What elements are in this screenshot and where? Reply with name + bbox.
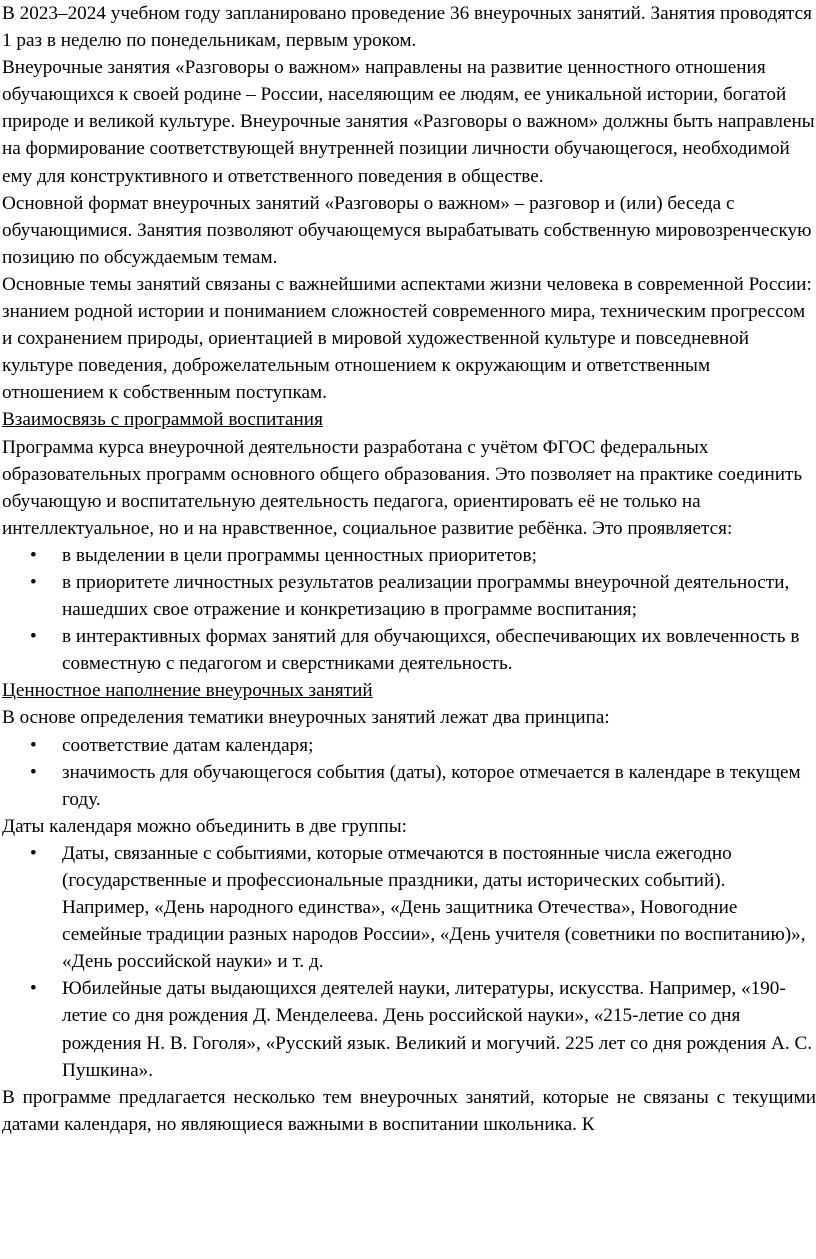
paragraph-program-intro: Программа курса внеурочной деятельности разработана с учётом ФГОС федеральных образовательных программ основного общего образования. Это позволяет на практике соединить обучающую и воспитательную деятельность педагога, ориентировать её не только на интеллектуальное, но и на нравственное, социальное развитие ребёнка. Это проявляется:: [2, 436, 803, 539]
paragraph-aims: Внеурочные занятия «Разговоры о важном» направлены на развитие ценностного отношения обучающихся к своей родине – России, населяющим ее людям, ее уникальной истории, богатой природе и великой культуре. Внеурочные занятия «Разговоры о важном» должны быть направлены на формирование соответствующей внутренней позиции личности обучающегося, необходимой ему для конструктивного и ответственного поведения в обществе.: [2, 57, 815, 187]
bullet-icon: •: [30, 571, 37, 593]
paragraph-principles-intro: В основе определения тематики внеурочных занятий лежат два принципа:: [2, 707, 610, 729]
list-item: [2, 569, 816, 623]
list-item-text: в интерактивных формах занятий для обучающихся, обеспечивающих их вовлеченность в совместную с педагогом и сверстниками деятельность.: [62, 626, 800, 675]
list-item: [2, 732, 816, 759]
paragraph-format: Основной формат внеурочных занятий «Разговоры о важном» – разговор и (или) беседа с обучающимися. Занятия позволяют обучающемуся вырабатывать собственную мировозренческую позицию по обсуждаемым темам.: [2, 192, 812, 268]
bullet-list-date-groups: [2, 840, 816, 1084]
list-item: [2, 623, 816, 677]
bullet-list-principles: [2, 732, 816, 813]
paragraph-groups-intro: Даты календаря можно объединить в две группы:: [2, 815, 407, 837]
bullet-icon: •: [30, 734, 37, 756]
list-item-text: в приоритете личностных результатов реализации программы внеурочной деятельности, нашедших свое отражение и конкретизацию в программе воспитания;: [62, 571, 790, 621]
bullet-icon: •: [30, 761, 37, 783]
section-heading-values: Ценностное наполнение внеурочных занятий: [2, 680, 373, 702]
bullet-icon: •: [30, 544, 37, 566]
bullet-icon: •: [30, 978, 37, 1000]
list-item-text: соответствие датам календаря;: [62, 734, 314, 756]
section-heading-upbringing: Взаимосвязь с программой воспитания: [2, 409, 323, 431]
list-item-text: в выделении в цели программы ценностных приоритетов;: [62, 544, 537, 566]
bullet-list-manifestations: [2, 542, 816, 677]
list-item: [2, 975, 816, 1083]
list-item: [2, 542, 816, 569]
list-item: [2, 759, 816, 813]
paragraph-closing: В программе предлагается несколько тем внеурочных занятий, которые не связаны с текущими датами календаря, но являющиеся важными в воспитании школьника. К: [2, 1086, 816, 1135]
bullet-icon: •: [30, 626, 37, 648]
paragraph-topics: Основные темы занятий связаны с важнейшими аспектами жизни человека в современной России: знанием родной истории и пониманием сложностей современного мира, техническим прогрессом и сохранением природы, ориентацией в мировой художественной культуре и повседневной культуре поведения, доброжелательным отношением к окружающим и ответственным отношением к собственным поступкам.: [2, 273, 812, 404]
list-item: [2, 840, 816, 975]
bullet-icon: •: [30, 842, 37, 864]
list-item-text: Юбилейные даты выдающихся деятелей науки, литературы, искусства. Например, «190-летие со дня рождения Д. Менделеева. День российской науки», «215-летие со дня рождения Н. В. Гоголя», «Русский язык. Великий и могучий. 225 лет со дня рождения А. С. Пушкина».: [62, 978, 813, 1081]
list-item-text: значимость для обучающегося события (даты), которое отмечается в календаре в текущем году.: [62, 761, 801, 810]
list-item-text: Даты, связанные с событиями, которые отмечаются в постоянные числа ежегодно (государственные и профессиональные праздники, даты исторических событий). Например, «День народного единства», «День защитника Отечества», Новогодние семейные традиции разных народов России», «День учителя (советники по воспитанию)», «День российской науки» и т. д.: [62, 842, 806, 973]
paragraph-schedule: В 2023–2024 учебном году запланировано проведение 36 внеурочных занятий. Занятия проводятся 1 раз в неделю по понедельникам, первым уроком.: [2, 3, 812, 52]
